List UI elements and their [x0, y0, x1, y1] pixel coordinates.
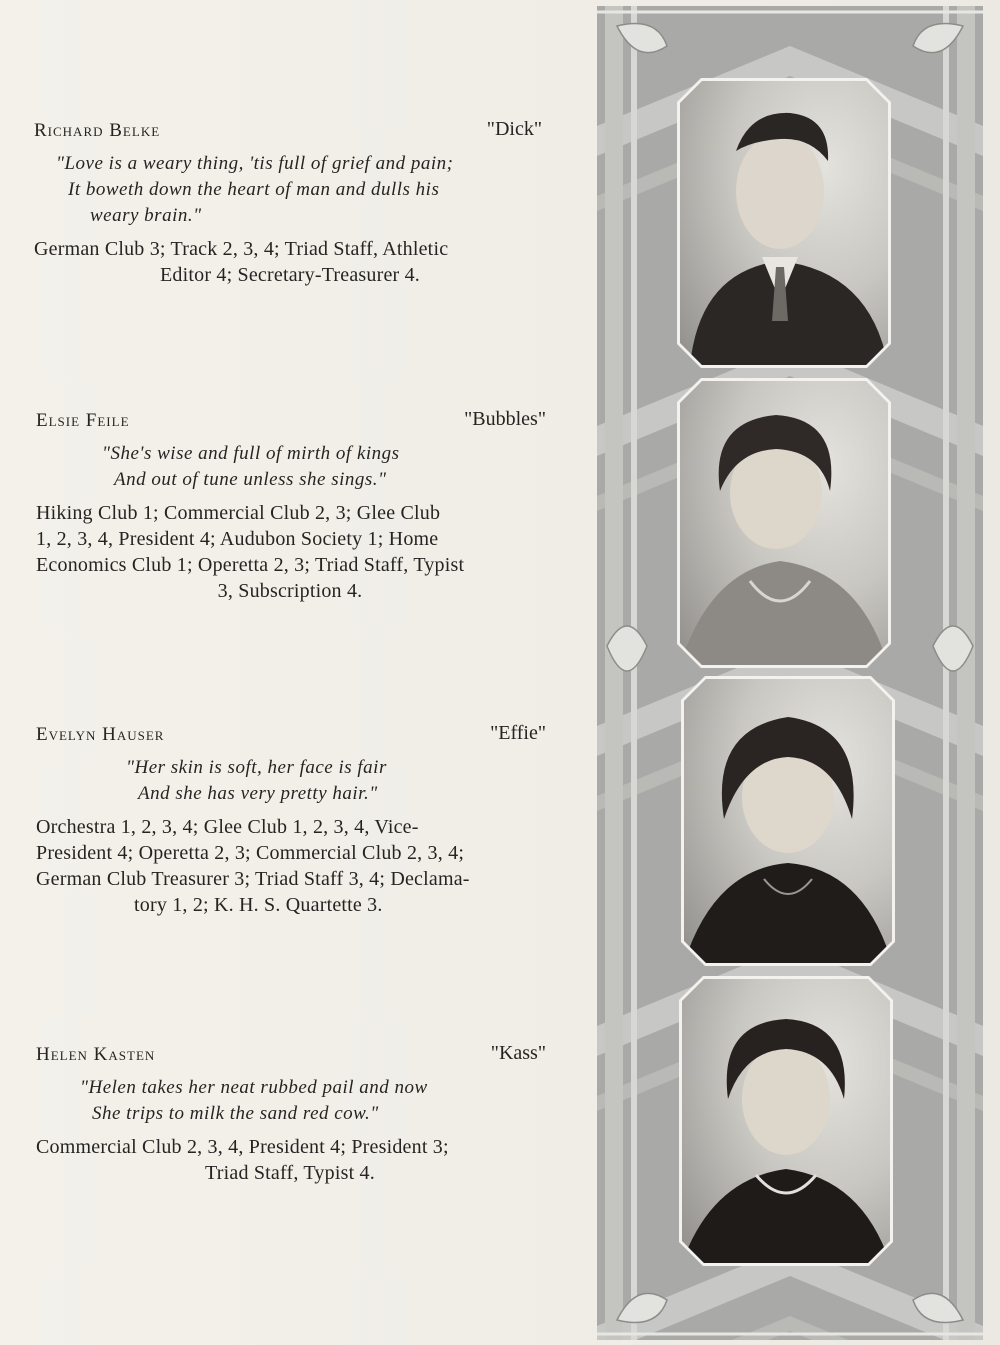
activities-line: Hiking Club 1; Commercial Club 2, 3; Glee Club — [36, 502, 441, 524]
student-quote — [30, 1075, 550, 1127]
student-nickname: "Dick" — [486, 118, 542, 140]
portrait-richard-belke — [677, 78, 891, 368]
senior-entry-richard-belke — [30, 120, 550, 288]
student-activities — [30, 236, 550, 288]
student-nickname: "Effie" — [490, 722, 546, 744]
activities-line: Economics Club 1; Operetta 2, 3; Triad Staff, Typist — [36, 554, 465, 576]
activities-line: Orchestra 1, 2, 3, 4; Glee Club 1, 2, 3, 4, Vice- — [36, 816, 419, 838]
activities-line: Editor 4; Secretary-Treasurer 4. — [159, 264, 421, 286]
quote-line: "She's wise and full of mirth of kings — [102, 443, 400, 464]
activities-line: German Club Treasurer 3; Triad Staff 3, 4; Declama- — [36, 868, 470, 890]
student-name: Elsie Feile — [36, 410, 130, 431]
student-nickname: "Bubbles" — [464, 408, 546, 430]
quote-line: "Love is a weary thing, 'tis full of grief and pain; — [56, 153, 454, 174]
portrait-evelyn-hauser — [681, 676, 895, 966]
activities-line: Commercial Club 2, 3, 4, President 4; President 3; — [36, 1136, 449, 1158]
photo-border-strip — [597, 6, 983, 1340]
quote-line: And she has very pretty hair." — [138, 783, 378, 804]
activities-line: 3, Subscription 4. — [217, 580, 363, 602]
activities-line: tory 1, 2; K. H. S. Quartette 3. — [134, 894, 383, 916]
student-quote — [30, 755, 550, 807]
student-name: Evelyn Hauser — [36, 724, 165, 745]
student-name: Helen Kasten — [36, 1044, 156, 1065]
senior-entry-elsie-feile — [30, 410, 550, 604]
activities-line: German Club 3; Track 2, 3, 4; Triad Staff, Athletic — [34, 238, 449, 260]
quote-line: She trips to milk the sand red cow." — [92, 1103, 379, 1124]
quote-line: weary brain." — [90, 205, 202, 226]
portrait-elsie-feile — [677, 378, 891, 668]
student-name: Richard Belke — [34, 120, 161, 141]
student-quote — [30, 441, 550, 493]
senior-entry-helen-kasten — [30, 1044, 550, 1186]
activities-line: President 4; Operetta 2, 3; Commercial Club 2, 3, 4; — [36, 842, 465, 864]
student-activities — [30, 1134, 550, 1186]
quote-line: "Her skin is soft, her face is fair — [126, 757, 387, 778]
student-nickname: "Kass" — [490, 1042, 546, 1064]
activities-line: Triad Staff, Typist 4. — [205, 1162, 375, 1184]
senior-entry-evelyn-hauser — [30, 724, 550, 918]
quote-line: It boweth down the heart of man and dulls his — [68, 179, 440, 200]
activities-line: 1, 2, 3, 4, President 4; Audubon Society 1; Home — [36, 528, 439, 550]
student-quote — [30, 151, 550, 229]
student-activities — [30, 814, 550, 918]
portrait-helen-kasten — [679, 976, 893, 1266]
student-activities — [30, 500, 550, 604]
quote-line: And out of tune unless she sings." — [114, 469, 387, 490]
quote-line: "Helen takes her neat rubbed pail and now — [80, 1077, 428, 1098]
